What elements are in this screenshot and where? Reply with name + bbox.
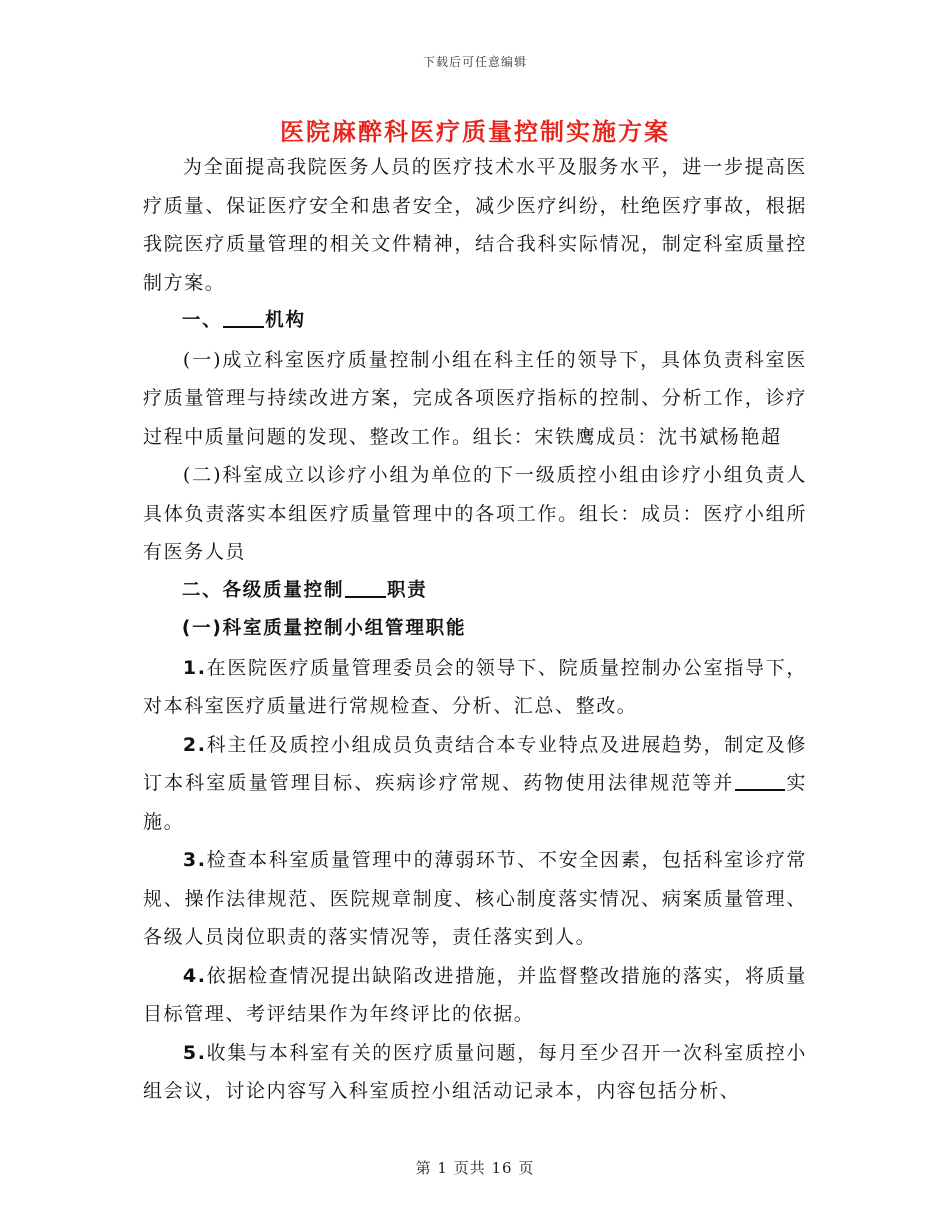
duty-item-text: 检查本科室质量管理中的薄弱环节、不安全因素，包括科室诊疗常规、操作法律规范、医院规章制度、核心制度落实情况、病案质量管理、各级人员岗位职责的落实情况等，责任落实到人。 (143, 849, 807, 948)
section-1-prefix: 一、 (181, 310, 223, 331)
duty-item-text: 收集与本科室有关的医疗质量问题，每月至少召开一次科室质控小组会议，讨论内容写入科室质控小组活动记录本，内容包括分析、 (143, 1041, 807, 1102)
duty-item-number: 1. (182, 656, 207, 679)
duty-item-tail: 实施。 (143, 772, 807, 833)
duty-item-text: 科主任及质控小组成员负责结合本专业特点及进展趋势，制定及修订本科室质量管理目标、疾病诊疗常规、药物使用法律规范等并 (143, 733, 807, 794)
document-title: 医院麻醉科医疗质量控制实施方案 (280, 118, 670, 146)
section-2-subheading: (一)科室质量控制小组管理职能 (181, 618, 467, 639)
section-1-heading (143, 302, 807, 341)
fill-blank (223, 308, 264, 329)
document-body (143, 148, 807, 1111)
duty-item-4 (143, 957, 807, 1034)
duty-item-text: 在医院医疗质量管理委员会的领导下、院质量控制办公室指导下，对本科室医疗质量进行常规检查、分析、汇总、整改。 (143, 656, 807, 717)
duty-item-number: 4. (182, 964, 207, 987)
section-2-prefix: 二、各级质量控制 (181, 579, 345, 601)
page-footer-page-number: 第 1 页共 16 页 (415, 1159, 535, 1177)
fill-blank (345, 577, 386, 598)
duty-item-3 (143, 841, 807, 957)
fill-blank (735, 770, 784, 791)
duty-item-number: 2. (182, 733, 207, 756)
intro-paragraph: 为全面提高我院医务人员的医疗技术水平及服务水平，进一步提高医疗质量、保证医疗安全和患者安全，减少医疗纠纷，杜绝医疗事故，根据我院医疗质量管理的相关文件精神，结合我科实际情况，制定科室质量控制方案。 (143, 156, 807, 294)
page-header-note: 下载后可任意编辑 (422, 55, 527, 69)
duty-item-5 (143, 1034, 807, 1111)
duty-item-text: 依据检查情况提出缺陷改进措施，并监督整改措施的落实，将质量目标管理、考评结果作为年终评比的依据。 (143, 964, 807, 1025)
duty-item-number: 3. (182, 849, 207, 871)
section-1-suffix: 机构 (265, 310, 306, 331)
duty-item-2 (143, 726, 807, 842)
section-2-heading (143, 572, 807, 611)
section-1-item-1: (一)成立科室医疗质量控制小组在科主任的领导下，具体负责科室医疗质量管理与持续改进方案，完成各项医疗指标的控制、分析工作，诊疗过程中质量问题的发现、整改工作。组长：宋铁鹰成员：沈书斌杨艳超 (143, 348, 807, 448)
section-1-item-2: (二)科室成立以诊疗小组为单位的下一级质控小组由诊疗小组负责人具体负责落实本组医疗质量管理中的各项工作。组长：成员：医疗小组所有医务人员 (143, 464, 807, 563)
duty-item-number: 5. (182, 1041, 207, 1064)
duty-item-1 (143, 649, 807, 726)
section-2-suffix: 职责 (386, 579, 428, 601)
